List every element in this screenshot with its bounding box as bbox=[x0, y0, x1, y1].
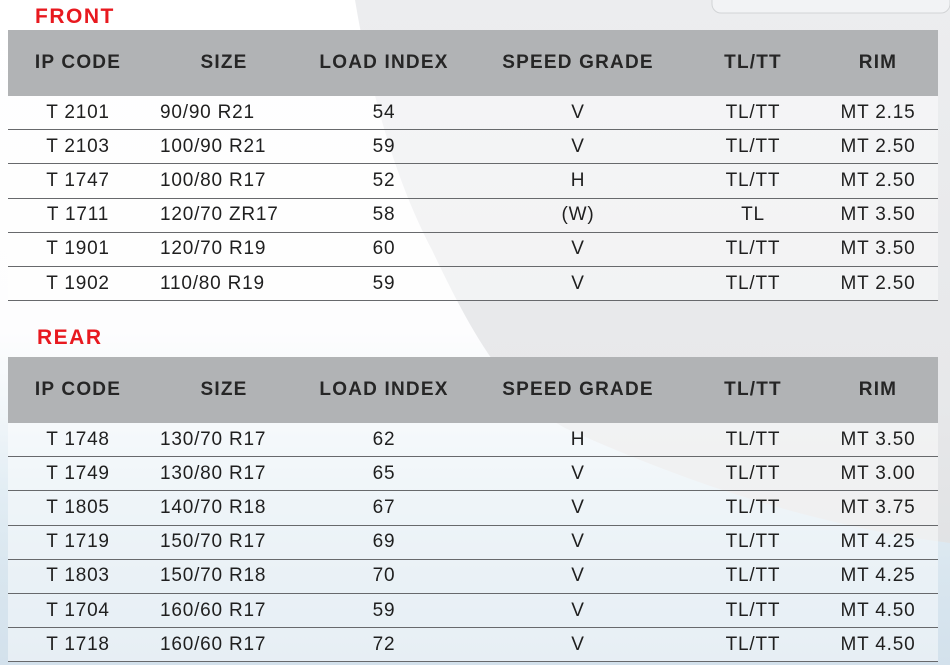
cell-size: 130/70 R17 bbox=[148, 423, 300, 457]
column-header-rim: RIM bbox=[818, 30, 938, 96]
column-header-tl-tt: TL/TT bbox=[688, 357, 818, 423]
column-header-rim: RIM bbox=[818, 357, 938, 423]
cell-rim: MT 2.50 bbox=[818, 130, 938, 164]
cell-load-index: 69 bbox=[300, 525, 468, 559]
table-row bbox=[8, 423, 938, 457]
front-spec-table bbox=[8, 30, 938, 301]
cell-load-index: 58 bbox=[300, 198, 468, 232]
cell-speed-grade: H bbox=[468, 423, 688, 457]
cell-speed-grade: V bbox=[468, 628, 688, 662]
cell-rim: MT 3.75 bbox=[818, 491, 938, 525]
cell-tl-tt: TL/TT bbox=[688, 593, 818, 627]
cell-tl-tt: TL/TT bbox=[688, 559, 818, 593]
table-row bbox=[8, 130, 938, 164]
cell-ip-code: T 1718 bbox=[8, 628, 148, 662]
column-header-speed-grade: SPEED GRADE bbox=[468, 30, 688, 96]
column-header-size: SIZE bbox=[148, 30, 300, 96]
cell-rim: MT 4.25 bbox=[818, 525, 938, 559]
cell-speed-grade: V bbox=[468, 525, 688, 559]
front-table-header bbox=[8, 30, 938, 96]
rear-section-title: REAR bbox=[37, 326, 103, 349]
cell-load-index: 62 bbox=[300, 423, 468, 457]
cell-ip-code: T 1803 bbox=[8, 559, 148, 593]
cell-load-index: 59 bbox=[300, 130, 468, 164]
cell-speed-grade: V bbox=[468, 559, 688, 593]
cell-size: 120/70 ZR17 bbox=[148, 198, 300, 232]
cell-ip-code: T 1902 bbox=[8, 266, 148, 300]
table-row bbox=[8, 232, 938, 266]
cell-speed-grade: V bbox=[468, 593, 688, 627]
cell-load-index: 54 bbox=[300, 96, 468, 130]
cell-speed-grade: V bbox=[468, 96, 688, 130]
table-row bbox=[8, 628, 938, 662]
cell-ip-code: T 1749 bbox=[8, 457, 148, 491]
cell-ip-code: T 1748 bbox=[8, 423, 148, 457]
cell-speed-grade: H bbox=[468, 164, 688, 198]
rear-table-header bbox=[8, 357, 938, 423]
cell-ip-code: T 2103 bbox=[8, 130, 148, 164]
cell-load-index: 70 bbox=[300, 559, 468, 593]
cell-ip-code: T 1704 bbox=[8, 593, 148, 627]
table-row bbox=[8, 525, 938, 559]
cell-size: 90/90 R21 bbox=[148, 96, 300, 130]
cell-tl-tt: TL/TT bbox=[688, 266, 818, 300]
cell-ip-code: T 1901 bbox=[8, 232, 148, 266]
cell-rim: MT 4.50 bbox=[818, 628, 938, 662]
cell-tl-tt: TL/TT bbox=[688, 130, 818, 164]
cell-speed-grade: V bbox=[468, 232, 688, 266]
cell-load-index: 72 bbox=[300, 628, 468, 662]
cell-rim: MT 4.50 bbox=[818, 593, 938, 627]
cell-rim: MT 2.50 bbox=[818, 266, 938, 300]
table-row bbox=[8, 457, 938, 491]
cell-rim: MT 3.50 bbox=[818, 423, 938, 457]
table-row bbox=[8, 96, 938, 130]
cell-load-index: 65 bbox=[300, 457, 468, 491]
cell-load-index: 67 bbox=[300, 491, 468, 525]
cell-size: 120/70 R19 bbox=[148, 232, 300, 266]
cell-rim: MT 3.50 bbox=[818, 232, 938, 266]
cell-tl-tt: TL/TT bbox=[688, 491, 818, 525]
cell-tl-tt: TL/TT bbox=[688, 164, 818, 198]
cell-tl-tt: TL/TT bbox=[688, 525, 818, 559]
cell-ip-code: T 1711 bbox=[8, 198, 148, 232]
cell-speed-grade: (W) bbox=[468, 198, 688, 232]
table-row bbox=[8, 266, 938, 300]
rear-table-body bbox=[8, 423, 938, 662]
cell-rim: MT 4.25 bbox=[818, 559, 938, 593]
cell-speed-grade: V bbox=[468, 130, 688, 164]
cell-rim: MT 3.00 bbox=[818, 457, 938, 491]
cell-size: 160/60 R17 bbox=[148, 628, 300, 662]
column-header-ip-code: IP CODE bbox=[8, 30, 148, 96]
cell-ip-code: T 1719 bbox=[8, 525, 148, 559]
cell-ip-code: T 1747 bbox=[8, 164, 148, 198]
cell-ip-code: T 2101 bbox=[8, 96, 148, 130]
cell-tl-tt: TL bbox=[688, 198, 818, 232]
cell-size: 110/80 R19 bbox=[148, 266, 300, 300]
front-section-title: FRONT bbox=[35, 5, 115, 28]
cell-tl-tt: TL/TT bbox=[688, 232, 818, 266]
front-table-body bbox=[8, 96, 938, 301]
table-row bbox=[8, 593, 938, 627]
cell-size: 100/80 R17 bbox=[148, 164, 300, 198]
column-header-speed-grade: SPEED GRADE bbox=[468, 357, 688, 423]
cell-size: 150/70 R17 bbox=[148, 525, 300, 559]
cell-load-index: 52 bbox=[300, 164, 468, 198]
cell-tl-tt: TL/TT bbox=[688, 96, 818, 130]
table-row bbox=[8, 164, 938, 198]
cell-speed-grade: V bbox=[468, 457, 688, 491]
background-tab bbox=[712, 0, 950, 13]
column-header-load-index: LOAD INDEX bbox=[300, 30, 468, 96]
cell-rim: MT 3.50 bbox=[818, 198, 938, 232]
cell-load-index: 59 bbox=[300, 266, 468, 300]
column-header-tl-tt: TL/TT bbox=[688, 30, 818, 96]
rear-spec-table bbox=[8, 357, 938, 662]
column-header-ip-code: IP CODE bbox=[8, 357, 148, 423]
column-header-size: SIZE bbox=[148, 357, 300, 423]
cell-tl-tt: TL/TT bbox=[688, 423, 818, 457]
cell-size: 100/90 R21 bbox=[148, 130, 300, 164]
cell-size: 160/60 R17 bbox=[148, 593, 300, 627]
cell-size: 150/70 R18 bbox=[148, 559, 300, 593]
table-row bbox=[8, 559, 938, 593]
cell-speed-grade: V bbox=[468, 491, 688, 525]
cell-load-index: 59 bbox=[300, 593, 468, 627]
table-row bbox=[8, 198, 938, 232]
cell-size: 130/80 R17 bbox=[148, 457, 300, 491]
cell-load-index: 60 bbox=[300, 232, 468, 266]
cell-speed-grade: V bbox=[468, 266, 688, 300]
cell-rim: MT 2.50 bbox=[818, 164, 938, 198]
cell-tl-tt: TL/TT bbox=[688, 457, 818, 491]
cell-rim: MT 2.15 bbox=[818, 96, 938, 130]
column-header-load-index: LOAD INDEX bbox=[300, 357, 468, 423]
cell-tl-tt: TL/TT bbox=[688, 628, 818, 662]
cell-ip-code: T 1805 bbox=[8, 491, 148, 525]
table-row bbox=[8, 491, 938, 525]
cell-size: 140/70 R18 bbox=[148, 491, 300, 525]
